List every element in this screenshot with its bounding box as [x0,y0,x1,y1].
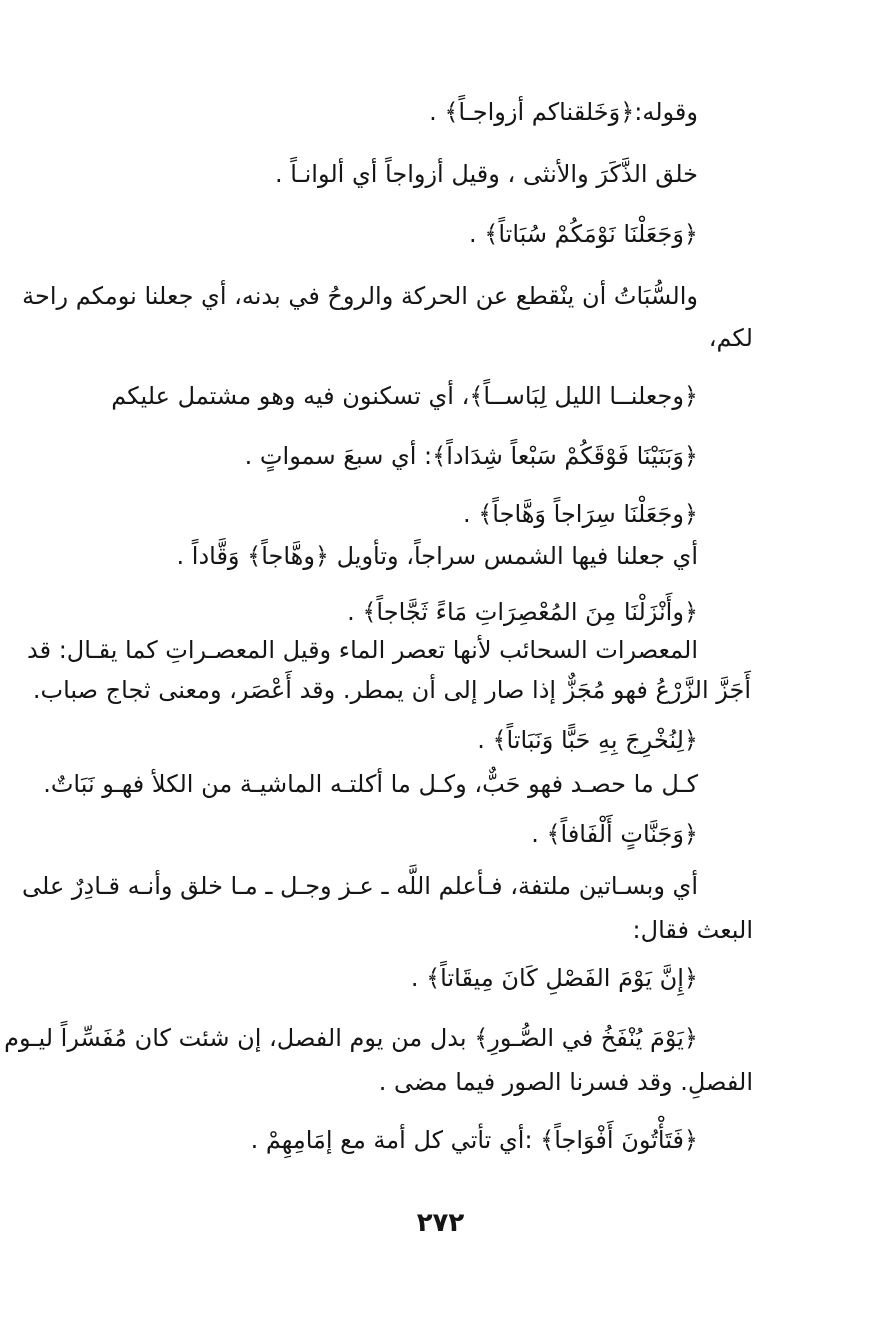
text-line: البعث فقال: [632,916,753,944]
text-line: خلق الذَّكَرَ والأنثى ، وقيل أزواجاً أي ألوانـاً . [275,160,698,188]
text-line: ﴿وجعلنــا الليل لِبَاســاً﴾، أي تسكنون فيه وهو مشتمل عليكم [111,382,698,410]
text-line: ﴿فَتَأْتُونَ أَفْوَاجاً﴾ :أي تأتي كل أمة مع إمَامِهِمْ . [250,1126,698,1154]
text-line: الفصلِ. وقد فسرنا الصور فيما مضى . [378,1068,753,1096]
text-line: وقوله:﴿وَخَلقناكم أزواجـاً﴾ . [429,98,698,126]
text-line: ﴿يَوْمَ يُنْفَخُ في الصُّـورِ﴾ بدل من يوم الفصل، إن شئت كان مُفَسِّراً ليـوم [4,1024,698,1052]
page-number: ٢٧٢ [416,1208,465,1238]
text-line: ﴿وأَنْزَلْنَا مِنَ المُعْصِرَاتِ مَاءً ثَجَّاجاً﴾ . [347,598,698,626]
text-line: ﴿لِنُخْرِجَ بِهِ حَبًّا وَنَبَاتاً﴾ . [477,726,698,754]
text-line: أَجَزَّ الزَّرْعُ فهو مُجَزٌّ إذا صار إلى أن يمطر. وقد أَعْصَر، ومعنى ثجاج صباب. [32,676,751,704]
text-line: لكم، [708,324,753,352]
text-line: ﴿وَبَنَيْنَا فَوْقَكُمْ سَبْعاً شِدَاداً﴾: أي سبعَ سمواتٍ . [244,442,698,470]
text-line: أي وبسـاتين ملتفة، فـأعلم اللَّه ـ عـز وجـل ـ مـا خلق وأنـه قـادِرٌ على [22,872,698,900]
text-line: والسُّبَاتُ أن ينْقطع عن الحركة والروحُ في بدنه، أي جعلنا نومكم راحة [22,282,698,310]
text-line: ﴿وَجَعَلْنَا نَوْمَكُمْ سُبَاتاً﴾ . [469,220,698,248]
text-line: كـل ما حصـد فهو حَبٌّ، وكـل ما أكلتـه الماشيـة من الكلأ فهـو نَبَاتٌ. [43,770,698,798]
text-line: ﴿إِنَّ يَوْمَ الفَصْلِ كَانَ مِيقَاتاً﴾ . [410,964,698,992]
text-line: أي جعلنا فيها الشمس سراجاً، وتأويل ﴿وهَّاجاً﴾ وَقَّاداً . [176,542,698,570]
text-line: المعصرات السحائب لأنها تعصر الماء وقيل المعصـراتِ كما يقـال: قد [27,636,698,664]
text-line: ﴿وَجَنَّاتٍ أَلْفَافاً﴾ . [531,820,698,848]
text-line: ﴿وجَعَلْنَا سِرَاجاً وَهَّاجاً﴾ . [462,500,698,528]
